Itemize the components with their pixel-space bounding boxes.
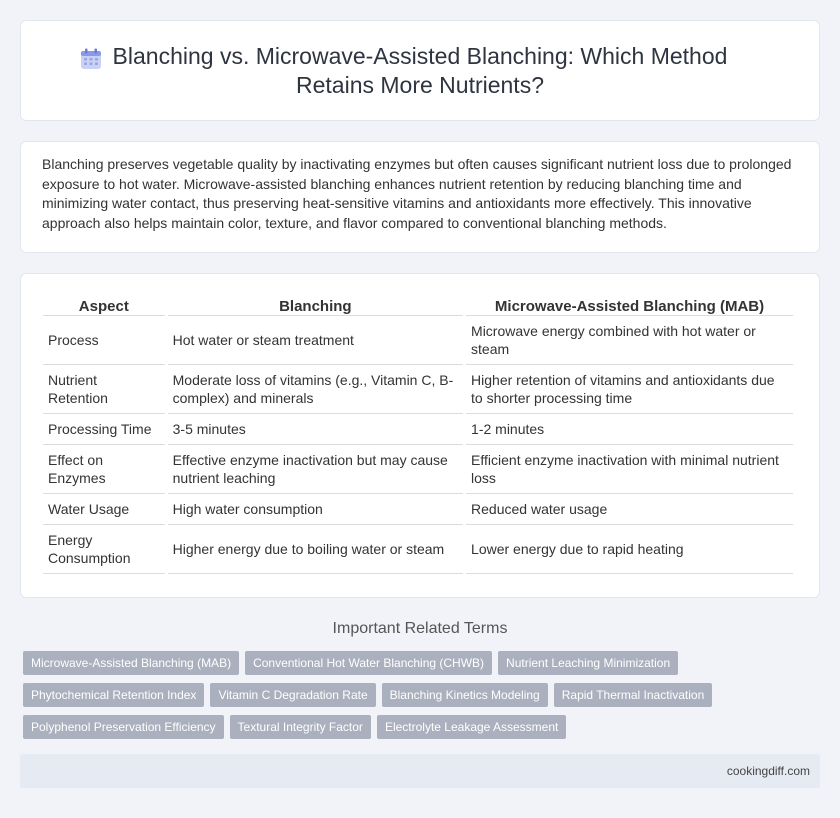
term-tag[interactable]: Microwave-Assisted Blanching (MAB) xyxy=(23,651,239,675)
cell-mab: Reduced water usage xyxy=(466,494,793,525)
cell-mab: Microwave energy combined with hot water or steam xyxy=(466,316,793,365)
cell-blanching: 3-5 minutes xyxy=(168,414,463,445)
table-row xyxy=(43,494,793,525)
cell-mab: 1-2 minutes xyxy=(466,414,793,445)
title-card xyxy=(20,20,820,121)
term-tag[interactable]: Rapid Thermal Inactivation xyxy=(554,683,713,707)
cell-aspect: Process xyxy=(43,316,165,365)
intro-card xyxy=(20,141,820,253)
table-row xyxy=(43,316,793,365)
term-tag[interactable]: Electrolyte Leakage Assessment xyxy=(377,715,566,739)
term-tag[interactable]: Textural Integrity Factor xyxy=(230,715,371,739)
related-terms-title: Important Related Terms xyxy=(332,620,508,637)
cell-mab: Lower energy due to rapid heating xyxy=(466,525,793,574)
term-tag[interactable]: Nutrient Leaching Minimization xyxy=(498,651,678,675)
header-blanching: Blanching xyxy=(168,294,463,316)
footer xyxy=(20,754,820,788)
cell-blanching: Effective enzyme inactivation but may cause nutrient leaching xyxy=(168,445,463,494)
term-row xyxy=(23,715,823,739)
cell-blanching: Hot water or steam treatment xyxy=(168,316,463,365)
cell-aspect: Energy Consumption xyxy=(43,525,165,574)
header-aspect: Aspect xyxy=(43,294,165,316)
page-title: Blanching vs. Microwave-Assisted Blanching: Which Method Retains More Nutrients? xyxy=(112,42,728,98)
cell-blanching: Higher energy due to boiling water or steam xyxy=(168,525,463,574)
table-row xyxy=(43,525,793,574)
table-row xyxy=(43,445,793,494)
cell-mab: Efficient enzyme inactivation with minimal nutrient loss xyxy=(466,445,793,494)
term-tag[interactable]: Conventional Hot Water Blanching (CHWB) xyxy=(245,651,492,675)
comparison-table xyxy=(40,294,796,574)
table-row xyxy=(43,414,793,445)
term-tag[interactable]: Blanching Kinetics Modeling xyxy=(382,683,548,707)
cell-aspect: Effect on Enzymes xyxy=(43,445,165,494)
term-tag[interactable]: Vitamin C Degradation Rate xyxy=(210,683,375,707)
cell-mab: Higher retention of vitamins and antioxidants due to shorter processing time xyxy=(466,365,793,414)
term-tag[interactable]: Phytochemical Retention Index xyxy=(23,683,204,707)
term-row xyxy=(23,683,823,707)
intro-paragraph: Blanching preserves vegetable quality by inactivating enzymes but often causes significant nutrient loss due to prolonged exposure to hot water. Microwave-assisted blanching enhances nutrient retention by reducing blanching time and minimizing water contact, thus preserving heat-sensitive vitamins and antioxidants more effectively. This innovative approach also helps maintain color, texture, and flavor compared to conventional blanching methods. xyxy=(42,156,792,231)
term-row xyxy=(23,651,823,675)
header-mab: Microwave-Assisted Blanching (MAB) xyxy=(466,294,793,316)
cell-aspect: Processing Time xyxy=(43,414,165,445)
cell-aspect: Nutrient Retention xyxy=(43,365,165,414)
table-row xyxy=(43,365,793,414)
term-tag[interactable]: Polyphenol Preservation Efficiency xyxy=(23,715,224,739)
cell-blanching: Moderate loss of vitamins (e.g., Vitamin C, B-complex) and minerals xyxy=(168,365,463,414)
cell-blanching: High water consumption xyxy=(168,494,463,525)
cell-aspect: Water Usage xyxy=(43,494,165,525)
comparison-card xyxy=(20,273,820,598)
footer-site-link[interactable]: cookingdiff.com xyxy=(726,764,810,778)
table-header-row xyxy=(43,294,793,316)
related-terms xyxy=(23,651,823,747)
